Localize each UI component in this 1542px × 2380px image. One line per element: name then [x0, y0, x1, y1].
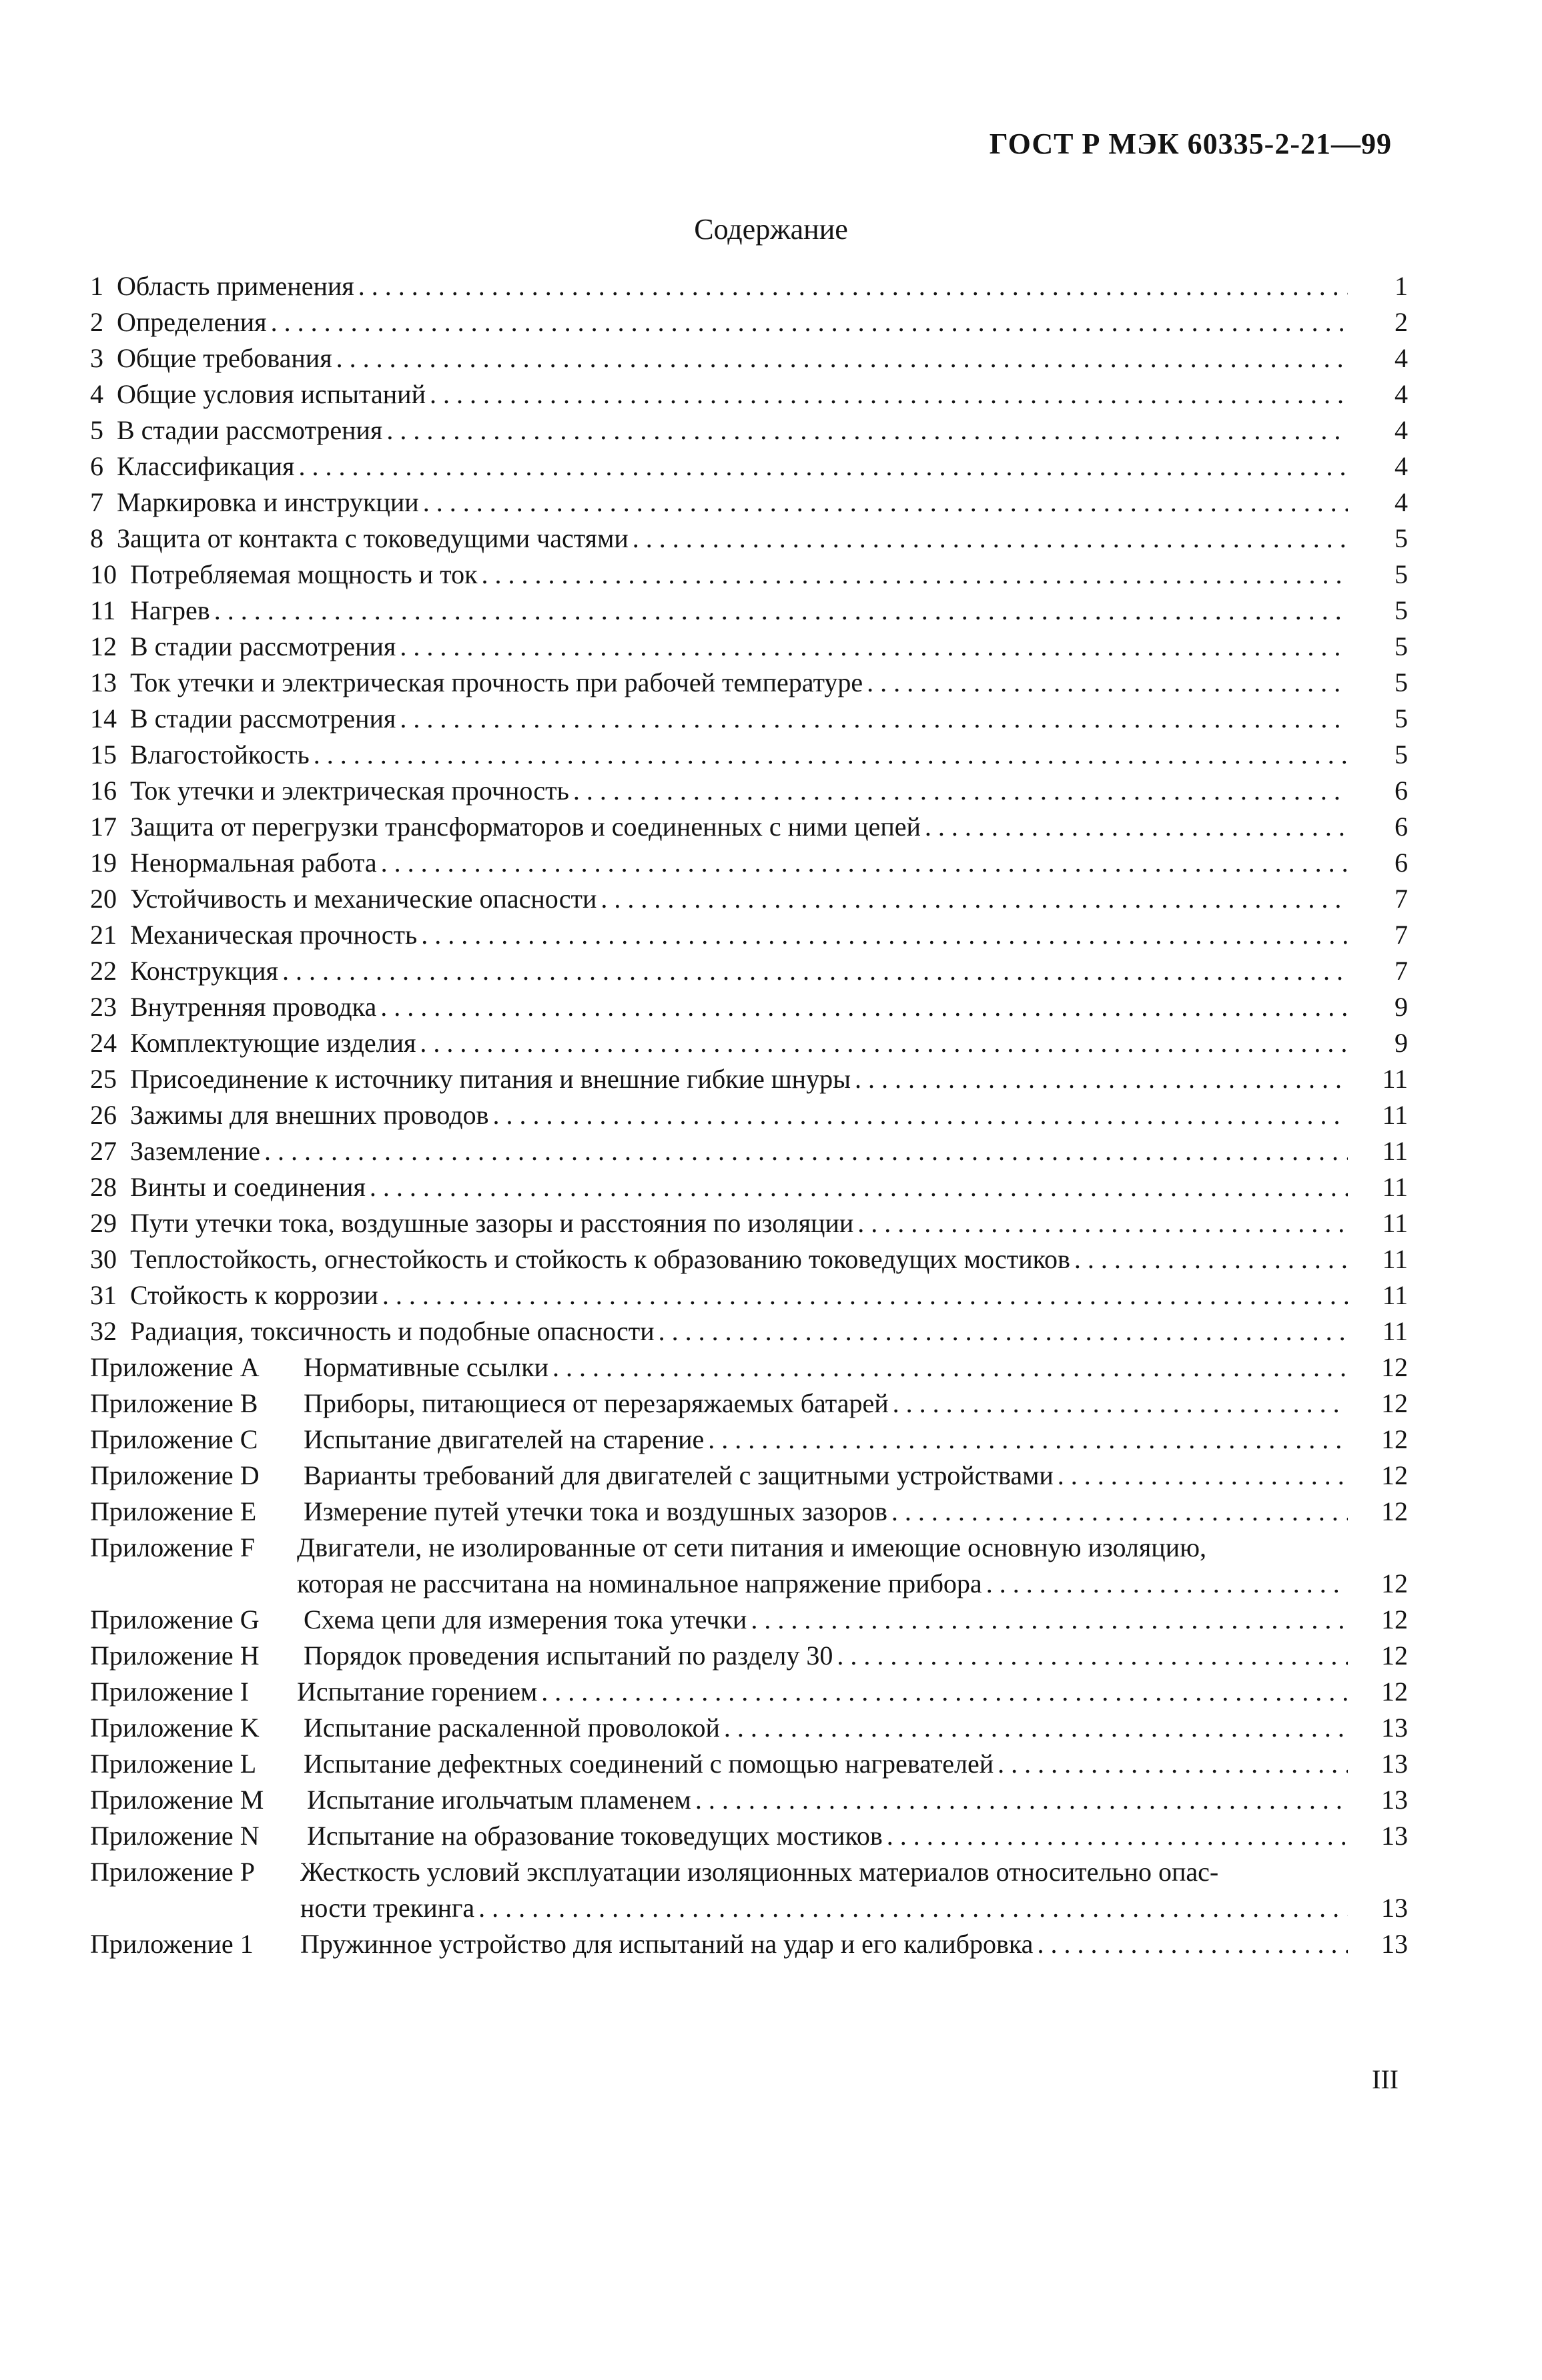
leader-dots — [430, 376, 1348, 412]
toc-annex-title: Порядок проведения испытаний по разделу 30 — [304, 1641, 833, 1671]
toc-entry-page: 11 — [1382, 1064, 1408, 1094]
toc-entry-title: Ток утечки и электрическая прочность — [130, 776, 569, 806]
leader-dots — [423, 485, 1348, 521]
toc-entry-number: 28 — [90, 1172, 117, 1202]
document-header: ГОСТ Р МЭК 60335-2-21—99 — [989, 127, 1392, 160]
toc-entry[interactable] — [90, 304, 1408, 340]
toc-entry[interactable] — [90, 1097, 1408, 1133]
toc-annex-label: Приложение 1 — [90, 1929, 254, 1959]
toc-annex-title: Приборы, питающиеся от перезаряжаемых батарей — [304, 1388, 889, 1418]
leader-dots — [386, 412, 1348, 449]
toc-entry-title: Пути утечки тока, воздушные зазоры и расстояния по изоляции — [130, 1208, 854, 1238]
toc-entry-title: Ненормальная работа — [130, 848, 377, 878]
toc-entry-number: 29 — [90, 1208, 117, 1238]
toc-entry-page: 11 — [1382, 1280, 1408, 1310]
toc-annex-label: Приложение I — [90, 1677, 250, 1707]
toc-annex-title: Испытание раскаленной проволокой — [304, 1713, 720, 1743]
toc-entry-title: Теплостойкость, огнестойкость и стойкость к образованию токоведущих мостиков — [130, 1244, 1070, 1274]
toc-entry[interactable] — [90, 1061, 1408, 1097]
leader-dots — [382, 1277, 1348, 1313]
toc-entry-title: Винты и соединения — [130, 1172, 366, 1202]
leader-dots — [358, 268, 1348, 304]
toc-entry-page: 11 — [1382, 1172, 1408, 1202]
toc-entry-page: 6 — [1395, 812, 1408, 842]
toc-entry-title: Нагрев — [130, 595, 210, 625]
toc-annex-page: 12 — [1381, 1496, 1408, 1526]
toc-annex-page: 12 — [1381, 1460, 1408, 1490]
toc-entry-number: 13 — [90, 667, 117, 697]
toc-entry-title: Внутренняя проводка — [130, 992, 377, 1022]
toc-entry[interactable] — [90, 737, 1408, 773]
leader-dots — [421, 917, 1348, 953]
leader-dots — [724, 1710, 1348, 1746]
toc-annex-title: Испытание горением — [297, 1677, 538, 1707]
toc-entry-number: 19 — [90, 848, 117, 878]
toc-annex-title: Варианты требований для двигателей с защитными устройствами — [304, 1460, 1054, 1490]
toc-annex-label: Приложение G — [90, 1604, 260, 1634]
toc-annex-title: Измерение путей утечки тока и воздушных зазоров — [304, 1496, 887, 1526]
leader-dots — [1074, 1241, 1348, 1277]
toc-annex-page: 12 — [1381, 1352, 1408, 1382]
toc-annex-entry-continuation[interactable] — [90, 1566, 1408, 1602]
toc-entry-title: Комплектующие изделия — [130, 1028, 416, 1058]
toc-entry[interactable] — [90, 1025, 1408, 1061]
leader-dots — [400, 701, 1348, 737]
leader-dots — [659, 1313, 1348, 1350]
toc-annex-label: Приложение M — [90, 1785, 264, 1815]
toc-entry-number: 30 — [90, 1244, 117, 1274]
toc-annex-entry[interactable] — [90, 1386, 1408, 1422]
toc-entry-page: 5 — [1395, 703, 1408, 733]
toc-entry-number: 4 — [90, 379, 103, 409]
toc-annex-label: Приложение E — [90, 1496, 257, 1526]
toc-annex-title: Жесткость условий эксплуатации изоляционных материалов относительно опас- — [300, 1857, 1219, 1887]
leader-dots — [400, 629, 1348, 665]
toc-entry-title: Ток утечки и электрическая прочность при рабочей температуре — [130, 667, 863, 697]
toc-entry-title: Потребляемая мощность и ток — [130, 559, 478, 589]
toc-entry-number: 16 — [90, 776, 117, 806]
toc-entry-title: Защита от контакта с токоведущими частями — [117, 523, 629, 553]
toc-entry-title: Область применения — [117, 271, 354, 301]
toc-annex-label: Приложение D — [90, 1460, 260, 1490]
leader-dots — [708, 1422, 1348, 1458]
toc-entry-number: 25 — [90, 1064, 117, 1094]
leader-dots — [420, 1025, 1348, 1061]
toc-entry-number: 8 — [90, 523, 103, 553]
toc-entry[interactable] — [90, 376, 1408, 412]
toc-annex-label: Приложение N — [90, 1821, 260, 1851]
toc-entry-page: 9 — [1395, 992, 1408, 1022]
leader-dots — [282, 953, 1348, 989]
toc-annex-entry[interactable] — [90, 1494, 1408, 1530]
leader-dots — [867, 665, 1348, 701]
toc-entry-page: 4 — [1395, 487, 1408, 517]
leader-dots — [370, 1169, 1348, 1205]
toc-entry-title: В стадии рассмотрения — [130, 631, 396, 661]
toc-entry-page: 2 — [1395, 307, 1408, 337]
toc-annex-label: Приложение P — [90, 1857, 255, 1887]
toc-entry-page: 6 — [1395, 848, 1408, 878]
leader-dots — [493, 1097, 1348, 1133]
toc-entry-number: 7 — [90, 487, 103, 517]
leader-dots — [986, 1566, 1348, 1602]
toc-entry[interactable] — [90, 1277, 1408, 1313]
toc-annex-label: Приложение H — [90, 1641, 260, 1671]
toc-entry-number: 1 — [90, 271, 103, 301]
leader-dots — [601, 881, 1348, 917]
toc-entry-number: 12 — [90, 631, 117, 661]
toc-entry-number: 5 — [90, 415, 103, 445]
toc-entry-number: 24 — [90, 1028, 117, 1058]
toc-entry-number: 2 — [90, 307, 103, 337]
toc-annex-entry[interactable] — [90, 1926, 1408, 1962]
toc-entry-title: Заземление — [130, 1136, 260, 1166]
leader-dots — [271, 304, 1348, 340]
toc-entry[interactable] — [90, 701, 1408, 737]
toc-entry-number: 10 — [90, 559, 117, 589]
leader-dots — [1037, 1926, 1348, 1962]
toc-entry[interactable] — [90, 989, 1408, 1025]
toc-entry-title: Определения — [117, 307, 267, 337]
toc-annex-page: 13 — [1381, 1893, 1408, 1923]
leader-dots — [573, 773, 1348, 809]
toc-annex-page: 12 — [1381, 1568, 1408, 1598]
toc-entry[interactable] — [90, 1169, 1408, 1205]
toc-annex-entry[interactable] — [90, 1818, 1408, 1854]
toc-annex-page: 12 — [1381, 1388, 1408, 1418]
toc-entry-page: 5 — [1395, 631, 1408, 661]
toc-annex-title: Двигатели, не изолированные от сети питания и имеющие основную изоляцию, — [297, 1532, 1206, 1562]
toc-annex-label: Приложение A — [90, 1352, 260, 1382]
toc-entry-page: 11 — [1382, 1316, 1408, 1346]
leader-dots — [893, 1386, 1348, 1422]
toc-annex-label: Приложение C — [90, 1424, 258, 1454]
toc-annex-page: 12 — [1381, 1677, 1408, 1707]
toc-annex-page: 13 — [1381, 1749, 1408, 1779]
leader-dots — [380, 989, 1348, 1025]
leader-dots — [633, 521, 1348, 557]
toc-entry-number: 21 — [90, 920, 117, 950]
toc-annex-label: Приложение B — [90, 1388, 258, 1418]
toc-annex-page: 13 — [1381, 1821, 1408, 1851]
toc-entry[interactable] — [90, 485, 1408, 521]
leader-dots — [336, 340, 1348, 376]
toc-annex-entry[interactable] — [90, 1674, 1408, 1710]
toc-entry-title: Общие требования — [117, 343, 332, 373]
leader-dots — [1058, 1458, 1348, 1494]
leader-dots — [478, 1890, 1348, 1926]
toc-entry-number: 17 — [90, 812, 117, 842]
toc-entry-number: 14 — [90, 703, 117, 733]
toc-annex-page: 13 — [1381, 1713, 1408, 1743]
toc-annex-title: Схема цепи для измерения тока утечки — [304, 1604, 747, 1634]
toc-entry-title: Механическая прочность — [130, 920, 418, 950]
toc-entry-number: 20 — [90, 884, 117, 914]
leader-dots — [541, 1674, 1348, 1710]
toc-annex-entry[interactable] — [90, 1638, 1408, 1674]
toc-entry[interactable] — [90, 881, 1408, 917]
toc-annex-entry[interactable] — [90, 1782, 1408, 1818]
page-number: III — [1372, 2064, 1399, 2094]
leader-dots — [857, 1205, 1348, 1241]
toc-entry[interactable] — [90, 1205, 1408, 1241]
toc-entry-page: 7 — [1395, 884, 1408, 914]
leader-dots — [695, 1782, 1348, 1818]
toc-entry-title: Присоединение к источнику питания и внешние гибкие шнуры — [130, 1064, 851, 1094]
toc-entry-number: 27 — [90, 1136, 117, 1166]
toc-annex-page: 13 — [1381, 1929, 1408, 1959]
toc-annex-entry[interactable] — [90, 1602, 1408, 1638]
toc-annex-entry-continuation[interactable] — [90, 1890, 1408, 1926]
toc-entry-number: 15 — [90, 739, 117, 770]
toc-annex-page: 12 — [1381, 1604, 1408, 1634]
leader-dots — [298, 449, 1348, 485]
toc-entry-title: Защита от перегрузки трансформаторов и соединенных с ними цепей — [130, 812, 921, 842]
leader-dots — [891, 1494, 1348, 1530]
toc-entry[interactable] — [90, 268, 1408, 304]
toc-entry[interactable] — [90, 665, 1408, 701]
toc-entry[interactable] — [90, 340, 1408, 376]
toc-entry-page: 6 — [1395, 776, 1408, 806]
toc-entry-title: Общие условия испытаний — [117, 379, 426, 409]
toc-entry-page: 11 — [1382, 1244, 1408, 1274]
toc-entry[interactable] — [90, 809, 1408, 845]
leader-dots — [855, 1061, 1348, 1097]
toc-entry-title: Влагостойкость — [130, 739, 310, 770]
leader-dots — [925, 809, 1348, 845]
toc-annex-title: Испытание игольчатым пламенем — [307, 1785, 691, 1815]
toc-entry[interactable] — [90, 593, 1408, 629]
toc-entry-page: 9 — [1395, 1028, 1408, 1058]
toc-entry[interactable] — [90, 845, 1408, 881]
toc-annex-label: Приложение F — [90, 1532, 255, 1562]
leader-dots — [887, 1818, 1348, 1854]
toc-entry[interactable] — [90, 449, 1408, 485]
toc-entry-page: 4 — [1395, 451, 1408, 481]
toc-entry[interactable] — [90, 1313, 1408, 1350]
leader-dots — [552, 1350, 1348, 1386]
toc-annex-title: Испытание двигателей на старение — [304, 1424, 705, 1454]
toc-entry-page: 7 — [1395, 956, 1408, 986]
toc-entry-page: 5 — [1395, 559, 1408, 589]
toc-entry-page: 4 — [1395, 343, 1408, 373]
toc-entry-title: Конструкция — [130, 956, 278, 986]
toc-entry-number: 22 — [90, 956, 117, 986]
leader-dots — [214, 593, 1348, 629]
toc-annex-entry[interactable] — [90, 1350, 1408, 1386]
toc-annex-title: Испытание на образование токоведущих мостиков — [307, 1821, 883, 1851]
toc-annex-entry[interactable] — [90, 1854, 1408, 1890]
toc-entry-page: 1 — [1395, 271, 1408, 301]
toc-annex-page: 12 — [1381, 1424, 1408, 1454]
toc-annex-page: 13 — [1381, 1785, 1408, 1815]
toc-title: Содержание — [694, 213, 848, 246]
leader-dots — [751, 1602, 1348, 1638]
toc-entry-number: 26 — [90, 1100, 117, 1130]
toc-entry-title: В стадии рассмотрения — [130, 703, 396, 733]
toc-entry[interactable] — [90, 917, 1408, 953]
toc-entry-number: 31 — [90, 1280, 117, 1310]
toc-entry[interactable] — [90, 557, 1408, 593]
toc-entry-page: 5 — [1395, 595, 1408, 625]
toc-annex-entry[interactable] — [90, 1530, 1408, 1566]
toc-entry-number: 6 — [90, 451, 103, 481]
toc-entry[interactable] — [90, 773, 1408, 809]
toc-annex-entry[interactable] — [90, 1458, 1408, 1494]
leader-dots — [381, 845, 1348, 881]
toc-entry-number: 23 — [90, 992, 117, 1022]
leader-dots — [837, 1638, 1348, 1674]
toc-entry-title: Устойчивость и механические опасности — [130, 884, 597, 914]
toc-annex-title: Нормативные ссылки — [304, 1352, 549, 1382]
table-of-contents — [90, 268, 1408, 1962]
leader-dots — [998, 1746, 1348, 1782]
toc-annex-label: Приложение L — [90, 1749, 257, 1779]
toc-entry-number: 32 — [90, 1316, 117, 1346]
toc-entry[interactable] — [90, 1133, 1408, 1169]
toc-annex-entry[interactable] — [90, 1746, 1408, 1782]
toc-entry-page: 4 — [1395, 415, 1408, 445]
toc-entry-number: 3 — [90, 343, 103, 373]
toc-entry-title: Зажимы для внешних проводов — [130, 1100, 489, 1130]
toc-entry-page: 11 — [1382, 1136, 1408, 1166]
toc-annex-entry[interactable] — [90, 1422, 1408, 1458]
toc-annex-title-continuation: ности трекинга — [300, 1893, 475, 1923]
toc-entry-page: 11 — [1382, 1100, 1408, 1130]
toc-annex-title: Пружинное устройство для испытаний на удар и его калибровка — [300, 1929, 1034, 1959]
toc-annex-label: Приложение K — [90, 1713, 260, 1743]
toc-entry[interactable] — [90, 629, 1408, 665]
toc-annex-page: 12 — [1381, 1641, 1408, 1671]
toc-entry[interactable] — [90, 521, 1408, 557]
toc-entry-page: 5 — [1395, 523, 1408, 553]
toc-entry[interactable] — [90, 1241, 1408, 1277]
toc-entry-title: Маркировка и инструкции — [117, 487, 419, 517]
toc-entry-title: Классификация — [117, 451, 295, 481]
toc-entry-page: 4 — [1395, 379, 1408, 409]
toc-entry[interactable] — [90, 953, 1408, 989]
toc-entry-page: 11 — [1382, 1208, 1408, 1238]
leader-dots — [482, 557, 1348, 593]
leader-dots — [314, 737, 1348, 773]
toc-entry-title: Стойкость к коррозии — [130, 1280, 378, 1310]
toc-entry-title: В стадии рассмотрения — [117, 415, 383, 445]
toc-entry-page: 5 — [1395, 739, 1408, 770]
toc-entry-page: 7 — [1395, 920, 1408, 950]
toc-entry-page: 5 — [1395, 667, 1408, 697]
leader-dots — [264, 1133, 1348, 1169]
toc-annex-title: Испытание дефектных соединений с помощью нагревателей — [304, 1749, 994, 1779]
toc-annex-title-continuation: которая не рассчитана на номинальное напряжение прибора — [297, 1568, 982, 1598]
toc-entry-number: 11 — [90, 595, 116, 625]
toc-annex-entry[interactable] — [90, 1710, 1408, 1746]
toc-entry[interactable] — [90, 412, 1408, 449]
toc-entry-title: Радиация, токсичность и подобные опасности — [130, 1316, 655, 1346]
